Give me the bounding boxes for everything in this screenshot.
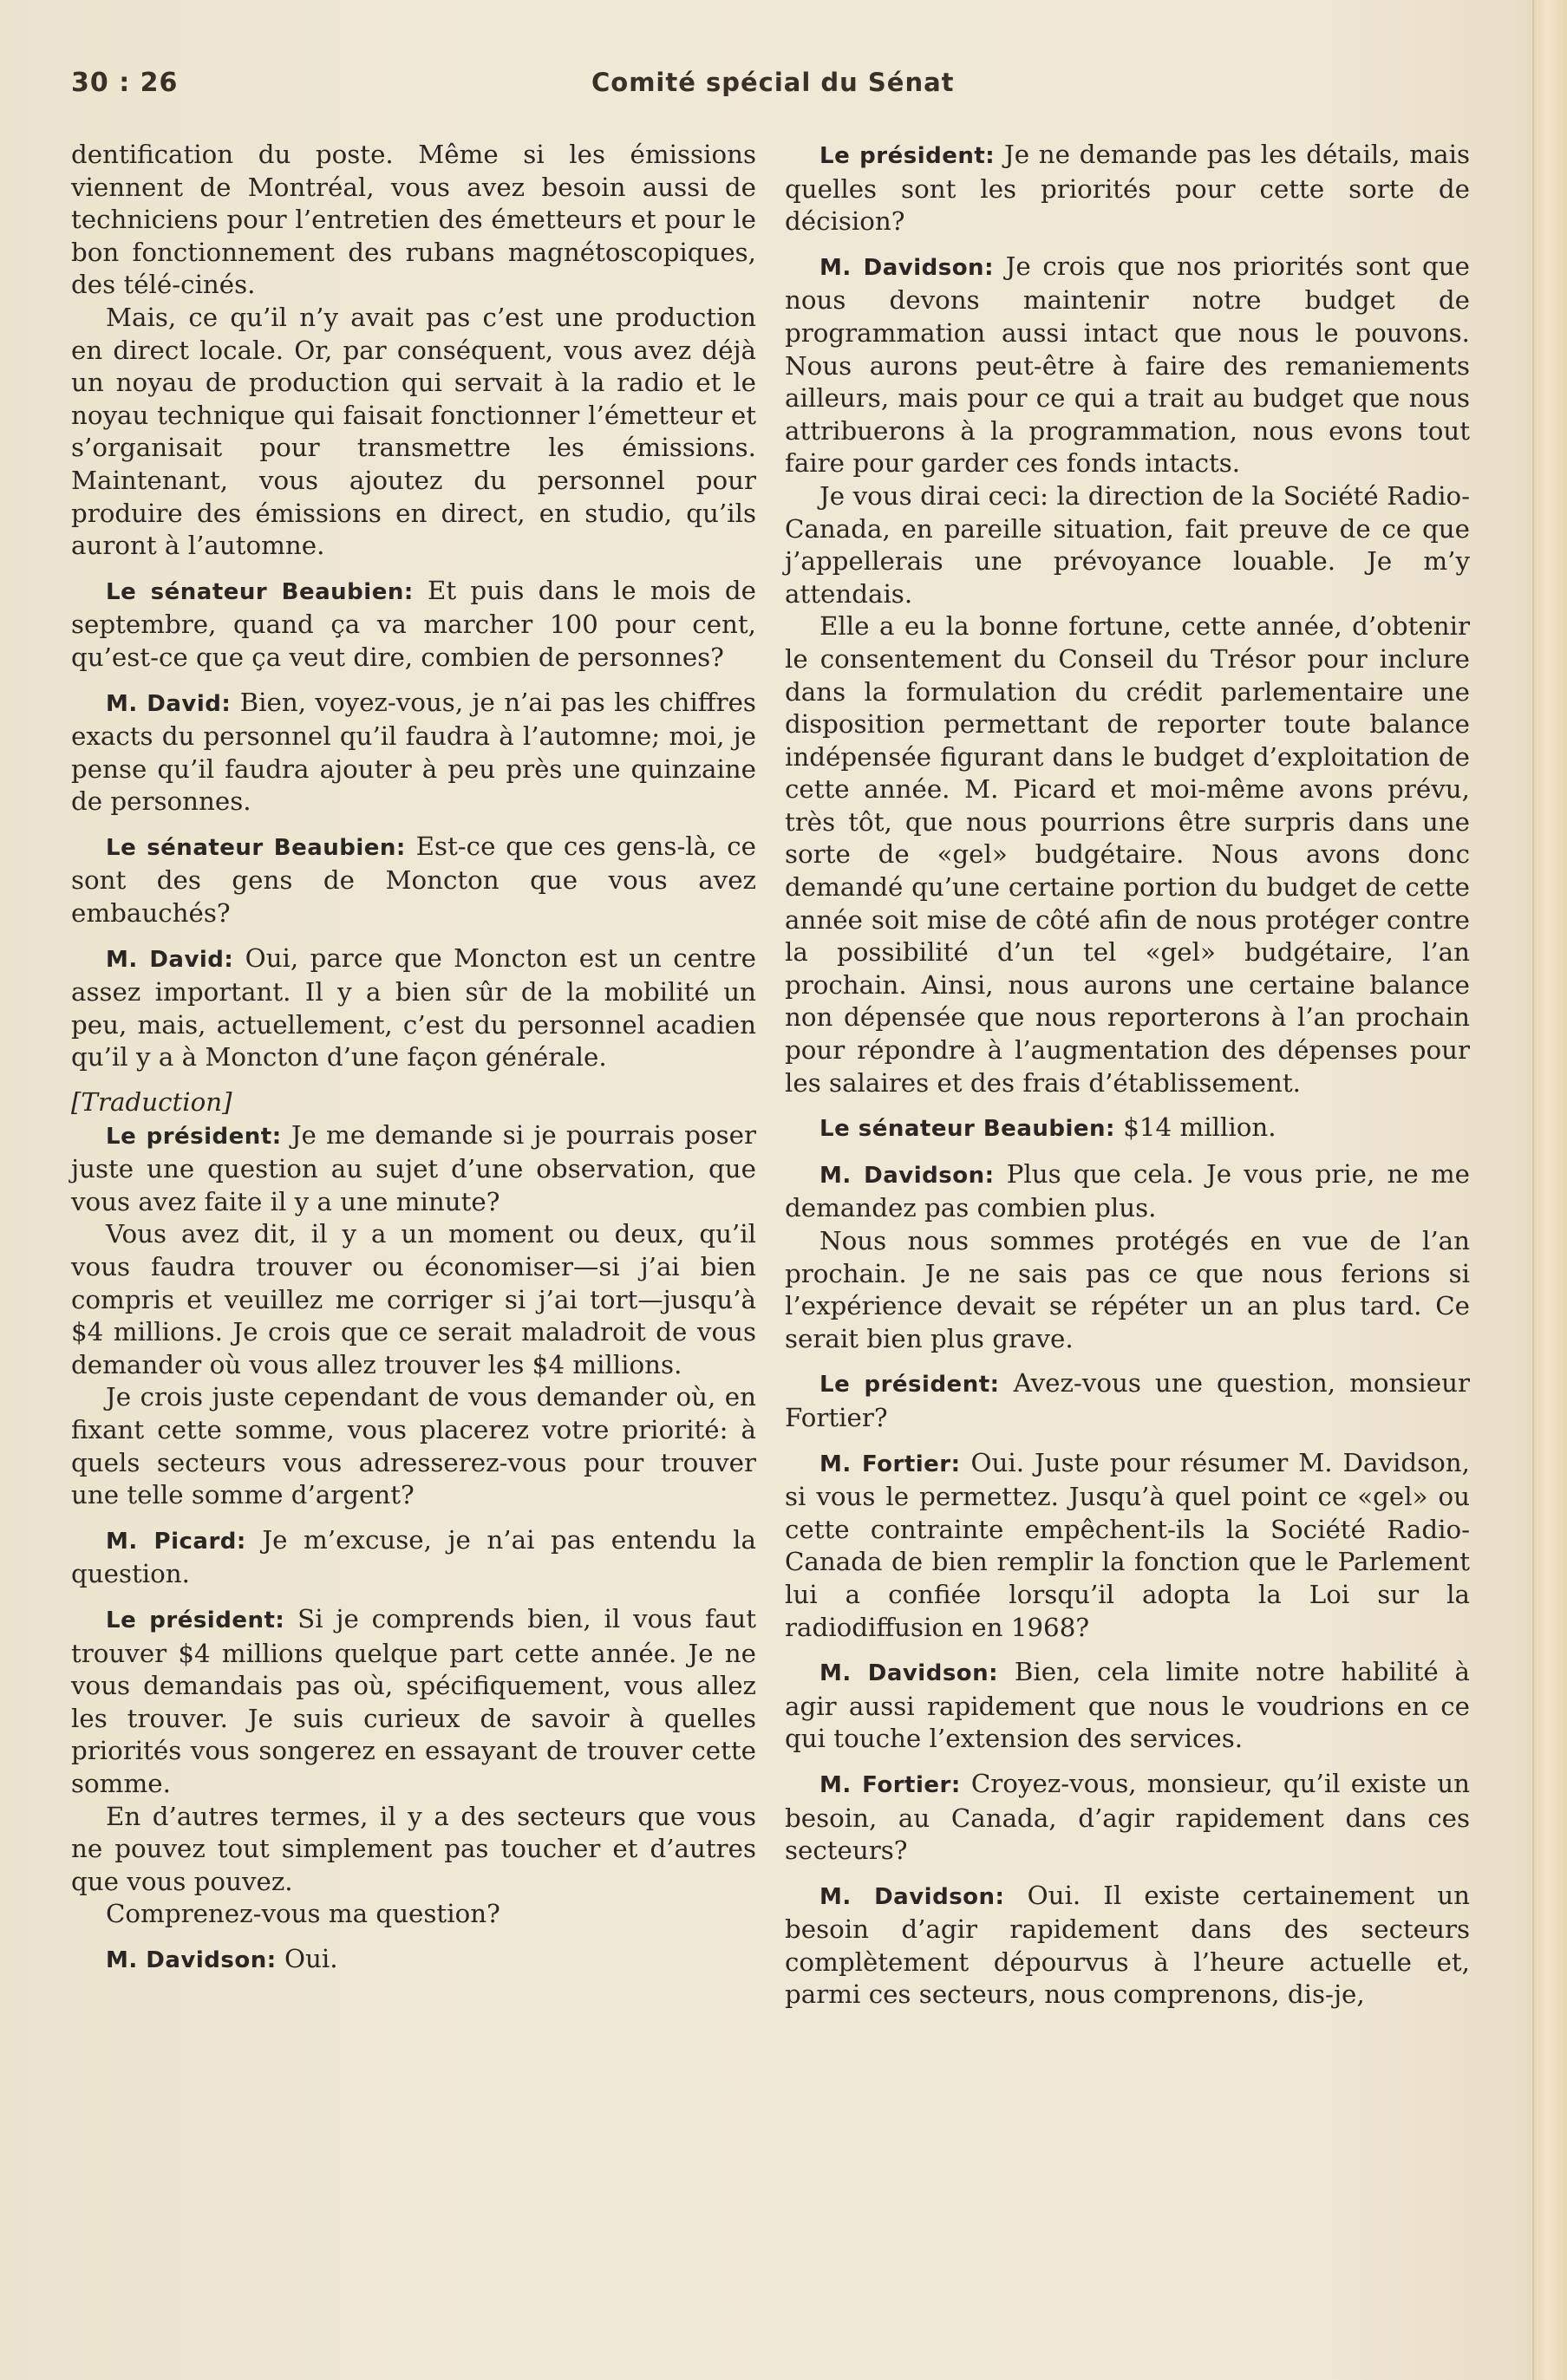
paragraph-text: Je me demande si je pourrais poser juste une question au sujet d’une observation, que vous avez faite il y a une minute? [71, 1119, 756, 1216]
paragraph-text: Nous nous sommes protégés en vue de l’an prochain. Je ne sais pas ce que nous ferions si l’expérience devait se répéter un an plus tard. Ce serait bien plus grave. [785, 1226, 1470, 1353]
paragraph [71, 831, 756, 930]
paragraph-text: Je ne demande pas les détails, mais quelles sont les priorités pour cette sorte de décision? [785, 140, 1470, 237]
speaker-name: Le sénateur Beaubien: [106, 834, 406, 861]
paragraph-text: Bien, cela limite notre habilité à agir aussi rapidement que nous le voudrions en ce qui touche l’extension des services. [785, 1657, 1470, 1754]
speaker-name: Le président: [819, 143, 996, 169]
paragraph [71, 302, 756, 563]
speaker-name: Le sénateur Beaubien: [819, 1116, 1115, 1143]
paragraph-text: Comprenez-vous ma question? [106, 1899, 500, 1929]
speaker-name: M. Davidson: [819, 254, 994, 281]
paragraph-text: Je crois juste cependant de vous demander où, en fixant cette somme, vous placerez votre priorité: à quels secteurs vous adresserez-vous pour trouver une telle somme d’argent? [71, 1382, 756, 1510]
paragraph-text: Avez-vous une question, monsieur Fortier? [785, 1368, 1470, 1432]
speaker-name: M. Picard: [106, 1528, 246, 1555]
paragraph-text: Oui. Juste pour résumer M. Davidson, si vous le permettez. Jusqu’à quel point ce «gel» ou cette contrainte empêchent-ils la Société Radio-Canada de bien remplir la fonction que le Parlement lui a confiée lorsqu’il adopta la Loi sur la radiodiffusion en 1968? [785, 1447, 1470, 1642]
speaker-name: M. Davidson: [819, 1162, 995, 1189]
paragraph [785, 1768, 1470, 1868]
paragraph [785, 251, 1470, 480]
running-title: Comité spécial du Sénat [591, 68, 955, 97]
speaker-name: M. Fortier: [819, 1451, 961, 1477]
right-column [785, 139, 1470, 2012]
paragraph [785, 1656, 1470, 1756]
paragraph [785, 610, 1470, 1099]
paragraph [71, 575, 756, 675]
paragraph-text: Et puis dans le mois de septembre, quand ça va marcher 100 pour cent, qu’est-ce que ça veut dire, combien de personnes? [71, 575, 756, 672]
paragraph [785, 1225, 1470, 1355]
speaker-name: Le président: [819, 1372, 1000, 1399]
speaker-name: M. David: [106, 690, 232, 717]
translation-marker: [Traduction] [71, 1087, 232, 1118]
paragraph [71, 1801, 756, 1899]
speaker-name: M. Davidson: [819, 1660, 999, 1687]
paragraph [785, 1112, 1470, 1146]
paragraph-text: Croyez-vous, monsieur, qu’il existe un besoin, au Canada, d’agir rapidement dans ces secteurs? [785, 1768, 1470, 1866]
paragraph-text: Mais, ce qu’il n’y avait pas c’est une production en direct locale. Or, par conséquent, vous avez déjà un noyau de production qui servait à la radio et le noyau technique qui faisait fonctionner l’émetteur et s’organisait pour transmettre les émissions. Maintenant, vous ajoutez du personnel pour produire des émissions en direct, en studio, qu’ils auront à l’automne. [71, 302, 756, 561]
paragraph [71, 1218, 756, 1381]
page-header [71, 68, 1485, 111]
paragraph-text: Elle a eu la bonne fortune, cette année, d’obtenir le consentement du Conseil du Trésor pour inclure dans la formulation du crédit parlementaire une disposition permettant de reporter toute balance indépensée figurant dans le budget d’exploitation de cette année. M. Picard et moi-même avons prévu, très tôt, que nous pourrions être surpris dans une sorte de «gel» budgétaire. Nous avons donc demandé qu’une certaine portion du budget de cette année soit mise de côté afin de nous protéger contre la possibilité d’un tel «gel» budgétaire, l’an prochain. Ainsi, nous aurons une certaine balance non dépensée que nous reporterons à l’an prochain pour répondre à l’augmentation des dépenses pour les salaires et des frais d’établissement. [785, 611, 1470, 1098]
paragraph-text: dentification du poste. Même si les émissions viennent de Montréal, vous avez besoin aussi de techniciens pour l’entretien des émetteurs et pour le bon fonctionnement des rubans magnétoscopiques, des télé-cinés. [71, 140, 756, 300]
paragraph-text: $14 million. [1123, 1112, 1276, 1143]
paragraph-text: Je m’excuse, je n’ai pas entendu la question. [71, 1524, 756, 1589]
paragraph-text: Si je comprends bien, il vous faut trouver $4 millions quelque part cette année. Je ne vous demandais pas où, spécifiquement, vous allez les trouver. Je suis curieux de savoir à quelles priorités vous songerez en essayant de trouver cette somme. [71, 1603, 756, 1798]
page-edge [1532, 0, 1567, 2380]
paragraph [785, 1367, 1470, 1434]
paragraph [71, 1943, 756, 1978]
speaker-name: Le président: [106, 1607, 285, 1633]
paragraph-text: Plus que cela. Je vous prie, ne me demandez pas combien plus. [785, 1158, 1470, 1223]
paragraph-text: En d’autres termes, il y a des secteurs que vous ne pouvez tout simplement pas toucher et d’autres que vous pouvez. [71, 1801, 756, 1896]
paragraph-text: Je vous dirai ceci: la direction de la Société Radio-Canada, en pareille situation, fait preuve de ce que j’appellerais une prévoyance louable. Je m’y attendais. [785, 480, 1470, 609]
speaker-name: M. David: [106, 946, 234, 973]
speaker-name: Le sénateur Beaubien: [106, 578, 414, 605]
paragraph [71, 942, 756, 1074]
paragraph-text: Oui, parce que Moncton est un centre assez important. Il y a bien sûr de la mobilité un peu, mais, actuellement, c’est du personnel acadien qu’il y a à Moncton d’une façon générale. [71, 942, 756, 1073]
paragraph [785, 139, 1470, 238]
speaker-name: Le président: [106, 1123, 282, 1150]
paragraph [71, 139, 756, 302]
paragraph-text: Je crois que nos priorités sont que nous devons maintenir notre budget de programmation aussi intact que nous le pouvons. Nous aurons peut-être à faire des remaniements ailleurs, mais pour ce qui a trait au budget que nous attribuerons à la programmation, nous evons tout faire pour garder ces fonds intacts. [785, 251, 1470, 479]
paragraph [785, 1880, 1470, 2012]
paragraph [71, 1603, 756, 1801]
paragraph [785, 480, 1470, 610]
paragraph [71, 687, 756, 818]
paragraph [71, 1524, 756, 1591]
paragraph [71, 1381, 756, 1511]
speaker-name: M. Fortier: [819, 1771, 961, 1798]
paragraph [785, 1447, 1470, 1645]
paragraph-text: Oui. Il existe certainement un besoin d’agir rapidement dans des secteurs complètement dépourvus à l’heure actuelle et, parmi ces secteurs, nous comprenons, dis-je, [785, 1880, 1470, 2010]
speaker-name: M. Davidson: [819, 1883, 1005, 1910]
left-column [71, 139, 756, 1977]
paragraph [71, 1119, 756, 1219]
speaker-name: M. Davidson: [106, 1946, 277, 1973]
paragraph [71, 1898, 756, 1931]
paragraph-text: Oui. [284, 1943, 338, 1973]
paragraph-text: Vous avez dit, il y a un moment ou deux, qu’il vous faudra trouver ou économiser—si j’ai bien compris et veuillez me corriger si j’ai tort—jusqu’à $4 millions. Je crois que ce serait maladroit de vous demander où vous allez trouver les $4 millions. [71, 1219, 756, 1379]
paragraph [785, 1158, 1470, 1225]
page-number: 30 : 26 [71, 68, 179, 98]
paragraph-text: Est-ce que ces gens-là, ce sont des gens de Moncton que vous avez embauchés? [71, 831, 756, 929]
paragraph-text: Bien, voyez-vous, je n’ai pas les chiffres exacts du personnel qu’il faudra à l’automne; moi, je pense qu’il faudra ajouter à peu près une quinzaine de personnes. [71, 687, 756, 817]
